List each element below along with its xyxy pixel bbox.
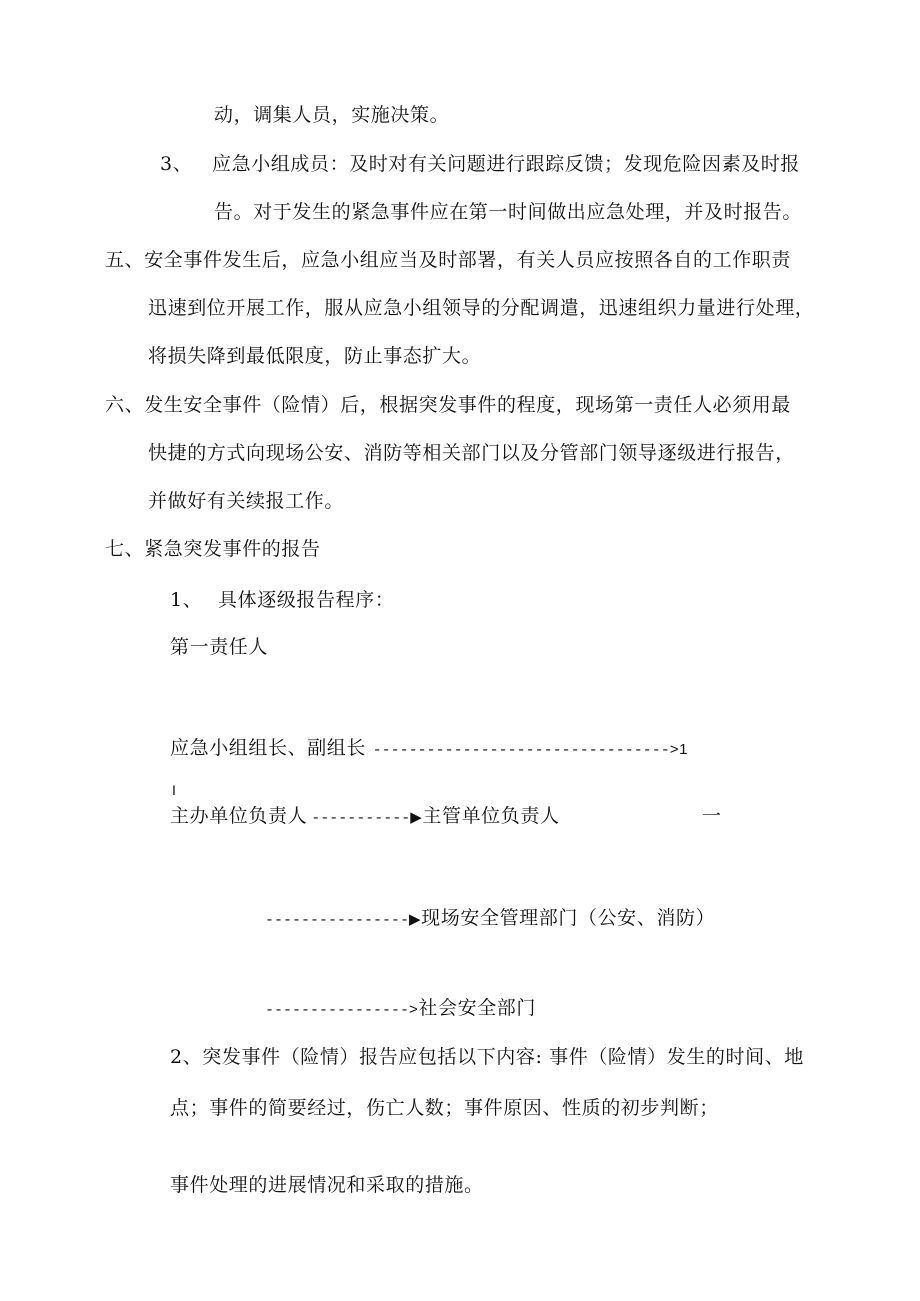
flow-vertical-bar: I xyxy=(172,782,177,798)
item-3-line-2: 告。对于发生的紧急事件应在第一时间做出应急处理，并及时报告。 xyxy=(214,201,803,223)
flow-host-row xyxy=(170,804,560,831)
flow-leader-row xyxy=(170,736,688,763)
item-3-line-1 xyxy=(160,152,800,176)
flow-first-responsible: 第一责任人 xyxy=(170,636,269,658)
sub-item-2-line-1: 2、突发事件（险情）报告应包括以下内容: 事件（险情）发生的时间、地 xyxy=(170,1046,804,1068)
section-5-line-2: 迅速到位开展工作，服从应急小组领导的分配调遣，迅速组织力量进行处理， xyxy=(148,297,815,319)
flow-site-security: 现场安全管理部门（公安、消防） xyxy=(421,907,716,929)
section-6-line-1: 六、发生安全事件（险情）后，根据突发事件的程度，现场第一责任人必须用最 xyxy=(105,394,792,416)
section-7-heading: 七、紧急突发事件的报告 xyxy=(105,538,321,560)
flow-leader-arrow: >1 xyxy=(669,741,689,758)
item-3-text: 应急小组成员：及时对有关问题进行跟踪反馈；发现危险因素及时报 xyxy=(212,153,801,175)
sub-item-2-line-3: 事件处理的进展情况和采取的措施。 xyxy=(170,1174,484,1196)
section-6-line-2: 快捷的方式向现场公安、消防等相关部门以及分管部门领导逐级进行报告， xyxy=(148,442,795,464)
section-6-line-3: 并做好有关续报工作。 xyxy=(148,490,345,512)
sub-item-1-number: 1、 xyxy=(170,589,203,611)
sub-item-1 xyxy=(170,588,394,612)
section-5-line-1: 五、安全事件发生后，应急小组应当及时部署，有关人员应按照各自的工作职责 xyxy=(105,249,792,271)
flow-site-dashes: ---------------- xyxy=(265,912,410,929)
flow-host-dashes: ----------- xyxy=(311,810,411,827)
item-3-number: 3、 xyxy=(160,153,193,175)
arrow-right-icon: ▶ xyxy=(410,808,423,826)
flow-leader-dashes: --------------------------------- xyxy=(372,742,670,759)
flow-leader: 应急小组组长、副组长 xyxy=(170,737,367,759)
flow-host: 主办单位负责人 xyxy=(170,805,308,827)
sub-item-1-label: 具体逐级报告程序： xyxy=(218,589,395,611)
flow-social-arrow: > xyxy=(409,1001,419,1018)
flow-social-security: 社会安全部门 xyxy=(418,997,537,1019)
flow-supervisor: 主管单位负责人 xyxy=(422,805,560,827)
flow-stray-mark: 一 xyxy=(702,805,722,827)
sub-item-2-line-2: 点；事件的简要经过，伤亡人数；事件原因、性质的初步判断； xyxy=(170,1097,719,1119)
section-5-line-3: 将损失降到最低限度，防止事态扩大。 xyxy=(148,345,482,367)
continuation-line: 动，调集人员，实施决策。 xyxy=(214,104,450,126)
flow-social-dashes: ---------------- xyxy=(265,1002,410,1019)
flow-social-row xyxy=(265,996,536,1023)
flow-site-row xyxy=(265,906,715,933)
arrow-right-icon: ▶ xyxy=(409,910,422,928)
